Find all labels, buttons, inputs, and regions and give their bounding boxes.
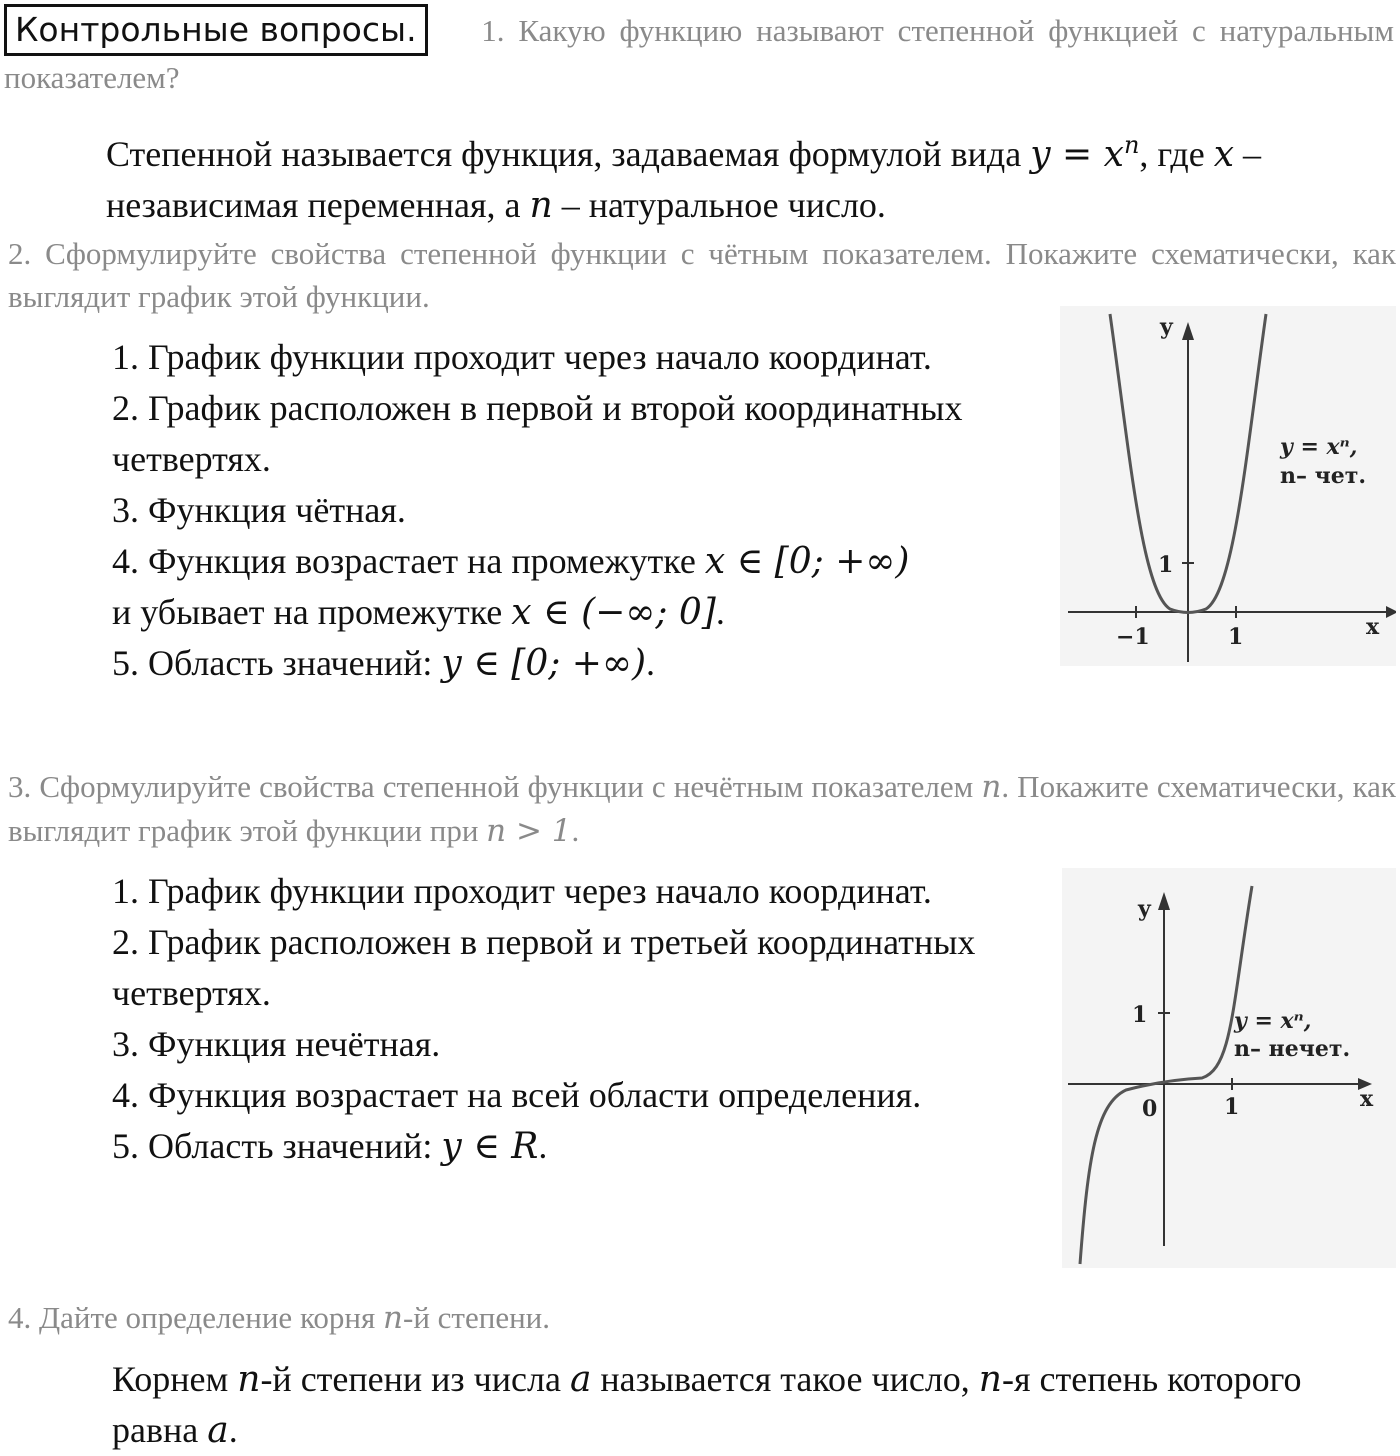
question-3-number: 3. — [8, 769, 32, 804]
list-item: 1. График функции проходит через начало координат. — [112, 337, 932, 377]
section-title-box: Контрольные вопросы. — [4, 4, 428, 56]
curve-label-line1: y = xⁿ, — [1234, 1008, 1312, 1034]
answer-1: Степенной называется функция, задаваемая формулой вида $y = x^n$, где x – независимая переменная, а n – натуральное число. — [106, 131, 1261, 226]
list-item: 4. Функция возрастает на промежутке x ∈ [0; +∞) — [112, 541, 910, 582]
x-axis-label: x — [1360, 1086, 1374, 1112]
answer-3-list — [112, 866, 1032, 1172]
graph-background — [1062, 868, 1396, 1268]
y-axis-label: y — [1138, 896, 1151, 922]
power-formula: y = x — [1030, 134, 1124, 175]
list-item: 2. График расположен в первой и третьей координатных четвертях. — [112, 922, 976, 1013]
list-item: 3. Функция чётная. — [112, 490, 406, 530]
list-item: 4. Функция возрастает на всей области определения. — [112, 1075, 922, 1115]
tick-label-pos1: 1 — [1228, 624, 1244, 650]
list-item: 2. График расположен в первой и второй координатных четвертях. — [112, 388, 963, 479]
tick-label-zero: 0 — [1142, 1096, 1158, 1122]
y-axis-label: y — [1160, 314, 1173, 340]
curve-label-line1: y = xⁿ, — [1280, 434, 1358, 460]
answer-2-list — [112, 332, 1032, 689]
tick-label-y1: 1 — [1132, 1002, 1148, 1028]
list-item: и убывает на промежутке x ∈ (−∞; 0]. — [112, 592, 725, 633]
question-3: 3. Сформулируйте свойства степенной функции с нечётным показателем n. Покажите схематически, как выглядит график этой функции при n > 1. — [8, 769, 1396, 849]
odd-power-graph — [1062, 868, 1396, 1268]
tick-label-y1: 1 — [1158, 552, 1174, 578]
curve-label-line2: n– чет. — [1280, 463, 1367, 489]
question-2-number: 2. — [8, 236, 32, 271]
question-1-text: Какую функцию называют степенной функцией с натуральным показателем? — [4, 13, 1395, 95]
list-item: 1. График функции проходит через начало координат. — [112, 871, 932, 911]
answer-4: Корнем n-й степени из числа a называется такое число, n-я степень которого равна a. — [112, 1359, 1302, 1451]
even-power-graph — [1060, 306, 1396, 666]
list-item: 5. Область значений: y ∈ R. — [112, 1126, 548, 1167]
question-2-text: Сформулируйте свойства степенной функции с чётным показателем. Покажите схематически, как выглядит график этой функции. — [8, 236, 1396, 314]
question-1 — [4, 4, 1394, 99]
x-axis-label: x — [1366, 614, 1380, 640]
question-1-number: 1. — [481, 13, 505, 48]
tick-label-neg1: −1 — [1116, 624, 1150, 650]
tick-label-pos1: 1 — [1224, 1094, 1240, 1120]
curve-label-line2: n– нечет. — [1234, 1036, 1351, 1062]
list-item: 3. Функция нечётная. — [112, 1024, 441, 1064]
list-item: 5. Область значений: y ∈ [0; +∞). — [112, 643, 655, 684]
question-4-number: 4. — [8, 1300, 32, 1335]
question-4: 4. Дайте определение корня n-й степени. — [8, 1300, 551, 1336]
